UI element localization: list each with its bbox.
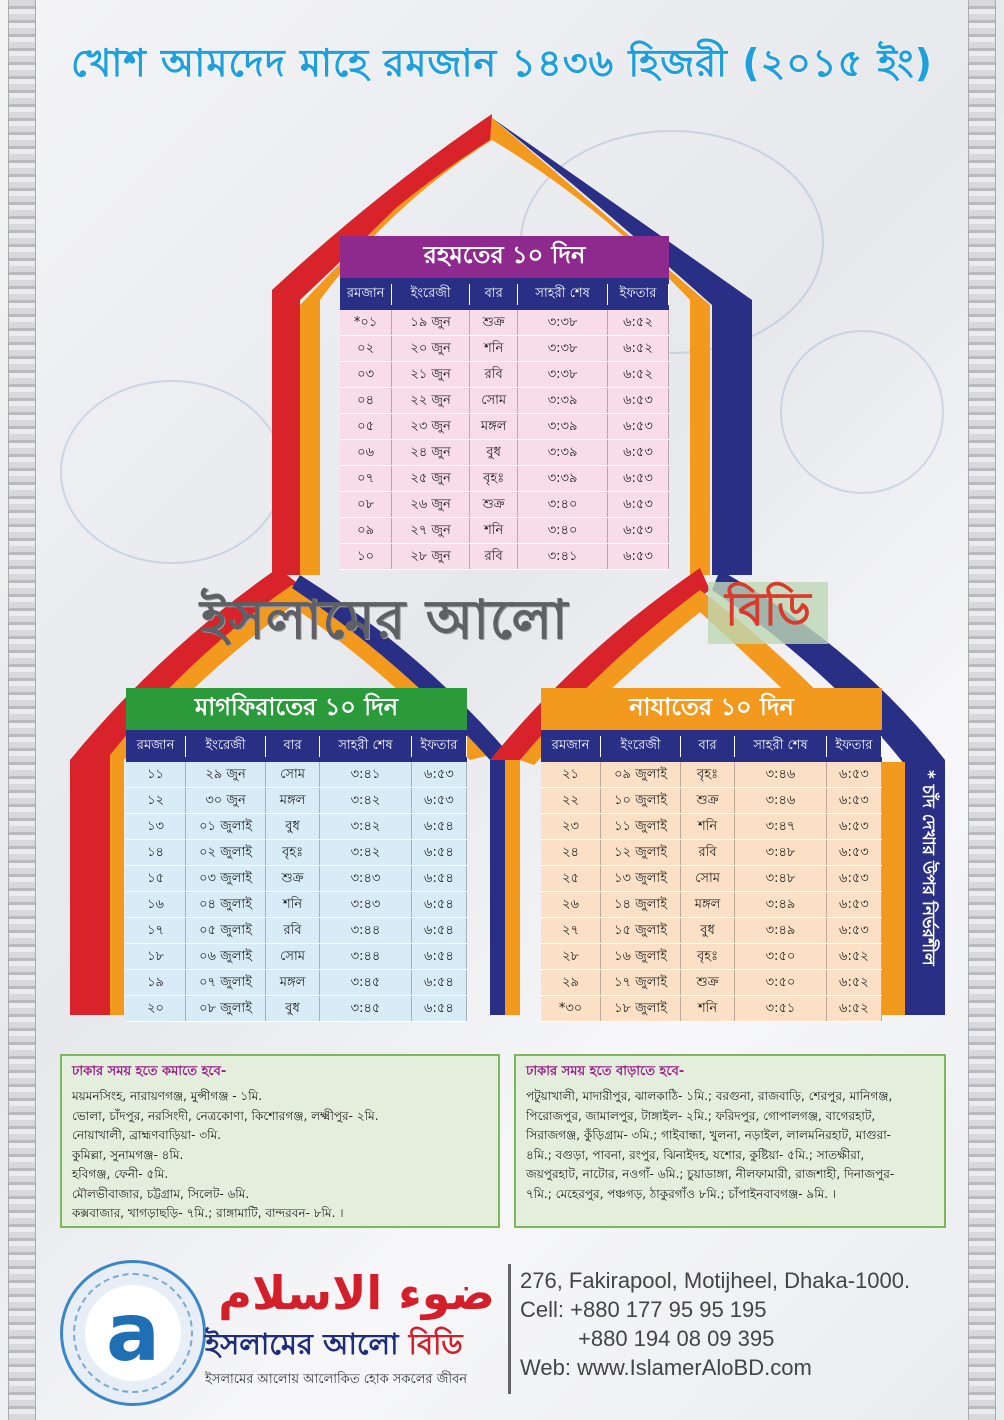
- cell-iftar: ৬:৫৪: [412, 866, 467, 891]
- note-line: হবিগঞ্জ, ফেনী- ৫মি.: [72, 1167, 169, 1181]
- cell-english-date: ১৫ জুলাই: [601, 918, 681, 943]
- cell-sehri: ৩:৪১: [320, 762, 412, 787]
- table-row: [340, 414, 669, 440]
- cell-iftar: ৬:৫৪: [412, 814, 467, 839]
- cell-day: রবি: [681, 840, 735, 865]
- najat-rows: [541, 762, 882, 1022]
- contact-divider: [508, 1264, 511, 1394]
- table-row: [340, 544, 669, 570]
- cell-ramadan: ০৭: [340, 466, 392, 491]
- cell-ramadan: ০২: [340, 336, 392, 361]
- cell-ramadan: ২১: [541, 762, 601, 787]
- cell-iftar: ৬:৫৩: [412, 788, 467, 813]
- cell-ramadan: ১৪: [126, 840, 186, 865]
- col-english: ইংরেজী: [392, 284, 470, 305]
- najat-title: নাযাতের ১০ দিন: [541, 688, 882, 730]
- cell-english-date: ১৭ জুলাই: [601, 970, 681, 995]
- cell-day: মঙ্গল: [470, 414, 518, 439]
- table-row: [541, 866, 882, 892]
- website-link[interactable]: Web: www.IslamerAloBD.com: [520, 1355, 812, 1380]
- cell-sehri: ৩:৪৪: [320, 944, 412, 969]
- cell-english-date: ০৫ জুলাই: [186, 918, 266, 943]
- cell-sehri: ৩:৪৮: [735, 840, 827, 865]
- cell-ramadan: ১৩: [126, 814, 186, 839]
- magfirat-table: [126, 688, 467, 1022]
- cell-day: শনি: [470, 518, 518, 543]
- cell-iftar: ৬:৫৪: [412, 892, 467, 917]
- subtract-heading: ঢাকার সময় হতে কমাতে হবে-: [72, 1064, 227, 1079]
- cell-english-date: ২৯ জুন: [186, 762, 266, 787]
- cell-sehri: ৩:৩৯: [518, 414, 608, 439]
- cell-english-date: ১৮ জুলাই: [601, 996, 681, 1021]
- subtract-time-box: [60, 1054, 500, 1228]
- cell-sehri: ৩:৪২: [320, 840, 412, 865]
- cell-ramadan: ১১: [126, 762, 186, 787]
- col-english: ইংরেজী: [186, 736, 266, 757]
- col-iftar: ইফতার: [412, 736, 467, 757]
- cell-ramadan: ২০: [126, 996, 186, 1021]
- cell-english-date: ১৩ জুলাই: [601, 866, 681, 891]
- cell-day: সোম: [681, 866, 735, 891]
- cell-english-date: ২৭ জুন: [392, 518, 470, 543]
- table-row: [340, 388, 669, 414]
- cell-english-date: ০১ জুলাই: [186, 814, 266, 839]
- col-sehri: সাহরী শেষ: [518, 284, 608, 305]
- cell-day: বৃহঃ: [681, 944, 735, 969]
- cell-line-1: [520, 1295, 960, 1324]
- cell-iftar: ৬:৫৩: [608, 414, 669, 439]
- brand-name: [205, 1322, 500, 1371]
- cell-ramadan: ০৬: [340, 440, 392, 465]
- cell-sehri: ৩:৩৯: [518, 388, 608, 413]
- watermark-box: বিডি: [708, 582, 828, 644]
- table-row: [541, 814, 882, 840]
- cell-english-date: ০৬ জুলাই: [186, 944, 266, 969]
- cell-iftar: ৬:৫৪: [412, 970, 467, 995]
- note-line: ৪মি.; বগুড়া, পাবনা, রংপুর, ঝিনাইদহ, যশোর, কুষ্টিয়া- ৫মি.; সাতক্ষীরা,: [526, 1147, 865, 1162]
- table-row: [340, 518, 669, 544]
- cell-day: শনি: [681, 996, 735, 1021]
- cell-sehri: ৩:৪৩: [320, 892, 412, 917]
- cell-english-date: ৩০ জুন: [186, 788, 266, 813]
- poster-title: খোশ আমদেদ মাহে রমজান ১৪৩৬ হিজরী (২০১৫ ইং): [70, 41, 934, 85]
- cell-ramadan: ১৮: [126, 944, 186, 969]
- note-line: সিরাজগঞ্জ, কুঁড়িগ্রাম- ৩মি.; গাইবান্ধা, খুলনা, নড়াইল, লালমনিরহাট, মাগুরা-: [526, 1128, 892, 1142]
- cell-day: রবি: [266, 918, 320, 943]
- brand-tagline: ইসলামের আলোয় আলোকিত হোক সকলের জীবন: [205, 1372, 468, 1387]
- note-line: ভোলা, চাঁদপুর, নরসিংদী, নেত্রকোণা, কিশোরগঞ্জ, লক্ষ্মীপুর- ২মি.: [72, 1108, 379, 1123]
- table-row: [126, 788, 467, 814]
- table-row: [340, 440, 669, 466]
- cell-ramadan: ১০: [340, 544, 392, 569]
- cell-ramadan: ১৫: [126, 866, 186, 891]
- table-row: [541, 892, 882, 918]
- col-ramadan: রমজান: [340, 284, 392, 305]
- cell-sehri: ৩:৪৬: [735, 762, 827, 787]
- cell-sehri: ৩:৩৮: [518, 310, 608, 335]
- cell-ramadan: ০৩: [340, 362, 392, 387]
- cell-ramadan: ২৪: [541, 840, 601, 865]
- cell-english-date: ২৩ জুন: [392, 414, 470, 439]
- cell-english-date: ১৪ জুলাই: [601, 892, 681, 917]
- cell-label: Cell:: [520, 1297, 565, 1322]
- table-row: [541, 840, 882, 866]
- cell-day: শনি: [470, 336, 518, 361]
- cell-iftar: ৬:৫২: [608, 362, 669, 387]
- table-row: [541, 918, 882, 944]
- cell-day: শুক্র: [681, 970, 735, 995]
- cell-ramadan: ০৫: [340, 414, 392, 439]
- cell-ramadan: ২৩: [541, 814, 601, 839]
- cell-iftar: ৬:৫৩: [827, 814, 882, 839]
- cell-sehri: ৩:৪১: [518, 544, 608, 569]
- cell-iftar: ৬:৫৩: [827, 892, 882, 917]
- cell-day: শনি: [266, 892, 320, 917]
- cell-ramadan: ২৭: [541, 918, 601, 943]
- table-row: [541, 762, 882, 788]
- cell-ramadan: ২২: [541, 788, 601, 813]
- cell-english-date: ১৯ জুন: [392, 310, 470, 335]
- cell-english-date: ০২ জুলাই: [186, 840, 266, 865]
- cell-iftar: ৬:৫২: [827, 996, 882, 1021]
- cell-number-1[interactable]: +880 177 95 95 195: [570, 1297, 767, 1322]
- col-sehri: সাহরী শেষ: [735, 736, 827, 757]
- cell-ramadan: ২৬: [541, 892, 601, 917]
- cell-sehri: ৩:৪২: [320, 788, 412, 813]
- cell-english-date: ১০ জুলাই: [601, 788, 681, 813]
- note-line: নোয়াখালী, ব্রাহ্মণবাড়িয়া- ৩মি.: [72, 1128, 222, 1142]
- cell-iftar: ৬:৫২: [827, 944, 882, 969]
- cell-ramadan: *৩০: [541, 996, 601, 1021]
- cell-day: বৃহঃ: [266, 840, 320, 865]
- cell-english-date: ২৫ জুন: [392, 466, 470, 491]
- cell-sehri: ৩:৩৮: [518, 362, 608, 387]
- cell-iftar: ৬:৫৩: [608, 544, 669, 569]
- note-line: ৭মি.; মেহেরপুর, পঞ্চগড়, ঠাকুরগাঁও ৮মি.; চাঁপাইনবাবগঞ্জ- ৯মি. ।: [526, 1186, 837, 1201]
- cell-day: বুধ: [470, 440, 518, 465]
- table-row: [340, 336, 669, 362]
- col-ramadan: রমজান: [126, 736, 186, 757]
- cell-day: মঙ্গল: [266, 970, 320, 995]
- table-row: [541, 970, 882, 996]
- cell-day: শুক্র: [470, 310, 518, 335]
- cell-day: বৃহঃ: [470, 466, 518, 491]
- cell-english-date: ০৩ জুলাই: [186, 866, 266, 891]
- watermark-text: ইসলামের আলো: [200, 588, 569, 651]
- logo-letter: a: [106, 1286, 160, 1379]
- cell-iftar: ৬:৫৩: [827, 788, 882, 813]
- cell-day: শনি: [681, 814, 735, 839]
- cell-day: শুক্র: [470, 492, 518, 517]
- cell-iftar: ৬:৫৪: [412, 996, 467, 1021]
- note-line: কুমিল্লা, সুনামগঞ্জ- ৪মি.: [72, 1147, 184, 1162]
- table-row: [340, 362, 669, 388]
- cell-day: সোম: [266, 762, 320, 787]
- cell-ramadan: ০৯: [340, 518, 392, 543]
- cell-iftar: ৬:৫৪: [412, 918, 467, 943]
- cell-sehri: ৩:৩৯: [518, 466, 608, 491]
- col-ramadan: রমজান: [541, 736, 601, 757]
- note-line: ময়মনসিংহ, নারায়ণগঞ্জ, মুন্সীগঞ্জ - ১মি.: [72, 1089, 263, 1103]
- note-line: পিরোজপুর, জামালপুর, টাঙ্গাইল- ২মি.; ফরিদপুর, গোপালগঞ্জ, বাগেরহাট,: [526, 1108, 876, 1123]
- contact-block: [520, 1266, 960, 1382]
- cell-day: বৃহঃ: [681, 762, 735, 787]
- magfirat-title: মাগফিরাতের ১০ দিন: [126, 688, 467, 730]
- cell-english-date: ২২ জুন: [392, 388, 470, 413]
- cell-day: বুধ: [266, 996, 320, 1021]
- cell-english-date: ২৮ জুন: [392, 544, 470, 569]
- table-row: [126, 892, 467, 918]
- cell-day: বুধ: [266, 814, 320, 839]
- col-day: বার: [266, 736, 320, 757]
- cell-sehri: ৩:৪২: [320, 814, 412, 839]
- table-row: [126, 840, 467, 866]
- cell-english-date: ১১ জুলাই: [601, 814, 681, 839]
- cell-iftar: ৬:৫৩: [412, 762, 467, 787]
- table-row: [126, 996, 467, 1022]
- cell-iftar: ৬:৫২: [608, 336, 669, 361]
- col-iftar: ইফতার: [827, 736, 882, 757]
- cell-iftar: ৬:৫৩: [827, 866, 882, 891]
- cell-ramadan: ০৪: [340, 388, 392, 413]
- cell-iftar: ৬:৫৩: [608, 518, 669, 543]
- rahmat-rows: [340, 310, 669, 570]
- cell-sehri: ৩:৩৮: [518, 336, 608, 361]
- cell-sehri: ৩:৪৩: [320, 866, 412, 891]
- cell-english-date: ০৯ জুলাই: [601, 762, 681, 787]
- magfirat-rows: [126, 762, 467, 1022]
- table-row: [126, 970, 467, 996]
- table-row: [126, 944, 467, 970]
- cell-day: সোম: [470, 388, 518, 413]
- table-row: [541, 996, 882, 1022]
- cell-ramadan: *০১: [340, 310, 392, 335]
- cell-iftar: ৬:৫৪: [412, 840, 467, 865]
- cell-day: শুক্র: [681, 788, 735, 813]
- cell-ramadan: ১৭: [126, 918, 186, 943]
- cell-sehri: ৩:৪৯: [735, 892, 827, 917]
- cell-sehri: ৩:৫০: [735, 944, 827, 969]
- cell-iftar: ৬:৫৩: [608, 388, 669, 413]
- cell-ramadan: ০৮: [340, 492, 392, 517]
- cell-iftar: ৬:৫৩: [608, 492, 669, 517]
- cell-ramadan: ২৮: [541, 944, 601, 969]
- address: 276, Fakirapool, Motijheel, Dhaka-1000.: [520, 1268, 911, 1293]
- add-heading: ঢাকার সময় হতে বাড়াতে হবে-: [526, 1064, 685, 1079]
- table-row: [541, 944, 882, 970]
- brand-name-suffix: বিডি: [408, 1327, 463, 1361]
- cell-english-date: ২০ জুন: [392, 336, 470, 361]
- cell-sehri: ৩:৪৫: [320, 996, 412, 1021]
- arabic-brand-name: ضوء الاسلام: [218, 1266, 495, 1320]
- table-row: [340, 310, 669, 336]
- cell-english-date: ২১ জুন: [392, 362, 470, 387]
- cell-english-date: ০৭ জুলাই: [186, 970, 266, 995]
- col-day: বার: [681, 736, 735, 757]
- cell-iftar: ৬:৫৩: [827, 840, 882, 865]
- cell-day: মঙ্গল: [266, 788, 320, 813]
- cell-ramadan: ১২: [126, 788, 186, 813]
- cell-english-date: ১৬ জুলাই: [601, 944, 681, 969]
- cell-iftar: ৬:৫৪: [412, 944, 467, 969]
- col-english: ইংরেজী: [601, 736, 681, 757]
- table-row: [340, 492, 669, 518]
- magfirat-header-row: [126, 730, 467, 762]
- cell-iftar: ৬:৫৩: [608, 440, 669, 465]
- cell-english-date: ০৪ জুলাই: [186, 892, 266, 917]
- cell-sehri: ৩:৪০: [518, 492, 608, 517]
- note-line: জয়পুরহাট, নাটোর, নওগাঁ- ৬মি.; চুয়াডাঙ্গা, নীলফামারী, রাজশাহী, দিনাজপুর-: [526, 1167, 895, 1181]
- cell-iftar: ৬:৫২: [608, 310, 669, 335]
- cell-sehri: ৩:৪৪: [320, 918, 412, 943]
- cell-day: রবি: [470, 544, 518, 569]
- moon-sighting-note: * চাঁদ দেখার উপর নির্ভরশীল: [918, 770, 938, 966]
- cell-ramadan: ১৯: [126, 970, 186, 995]
- rahmat-table: [340, 236, 669, 570]
- add-time-box: [514, 1054, 946, 1228]
- cell-day: রবি: [470, 362, 518, 387]
- najat-header-row: [541, 730, 882, 762]
- cell-day: মঙ্গল: [681, 892, 735, 917]
- col-iftar: ইফতার: [608, 284, 669, 305]
- cell-sehri: ৩:৪৬: [735, 788, 827, 813]
- cell-english-date: ২৬ জুন: [392, 492, 470, 517]
- cell-sehri: ৩:৪৫: [320, 970, 412, 995]
- cell-iftar: ৬:৫৩: [827, 918, 882, 943]
- cell-english-date: ১২ জুলাই: [601, 840, 681, 865]
- rahmat-header-row: [340, 278, 669, 310]
- brand-name-main: ইসলামের আলো: [205, 1327, 399, 1361]
- cell-english-date: ২৪ জুন: [392, 440, 470, 465]
- table-row: [126, 762, 467, 788]
- cell-day: শুক্র: [266, 866, 320, 891]
- cell-iftar: ৬:৫৩: [827, 762, 882, 787]
- cell-day: সোম: [266, 944, 320, 969]
- note-line: মৌলভীবাজার, চট্টগ্রাম, সিলেট- ৬মি.: [72, 1186, 250, 1201]
- table-row: [541, 788, 882, 814]
- cell-sehri: ৩:৪৭: [735, 814, 827, 839]
- cell-sehri: ৩:৪৮: [735, 866, 827, 891]
- note-line: কক্সবাজার, খাগড়াছড়ি- ৭মি.; রাঙ্গামাটি, বান্দরবন- ৮মি. ।: [72, 1206, 344, 1220]
- col-day: বার: [470, 284, 518, 305]
- table-row: [340, 466, 669, 492]
- cell-english-date: ০৮ জুলাই: [186, 996, 266, 1021]
- brand-logo: [60, 1260, 206, 1406]
- add-lines: [526, 1087, 934, 1204]
- cell-sehri: ৩:৪৯: [735, 918, 827, 943]
- najat-table: [541, 688, 882, 1022]
- table-row: [126, 866, 467, 892]
- cell-sehri: ৩:৩৯: [518, 440, 608, 465]
- cell-sehri: ৩:৪০: [518, 518, 608, 543]
- note-line: পটুয়াখালী, মাদারীপুর, ঝালকাঠি- ১মি.; বরগুনা, রাজবাড়ি, শেরপুর, মানিগঞ্জ,: [526, 1089, 893, 1103]
- cell-ramadan: ২৯: [541, 970, 601, 995]
- subtract-lines: [72, 1087, 488, 1224]
- cell-ramadan: ১৬: [126, 892, 186, 917]
- cell-iftar: ৬:৫৩: [608, 466, 669, 491]
- cell-iftar: ৬:৫২: [827, 970, 882, 995]
- table-row: [126, 814, 467, 840]
- col-sehri: সাহরী শেষ: [320, 736, 412, 757]
- cell-day: বুধ: [681, 918, 735, 943]
- cell-sehri: ৩:৫১: [735, 996, 827, 1021]
- cell-ramadan: ২৫: [541, 866, 601, 891]
- rahmat-title: রহমতের ১০ দিন: [340, 236, 669, 278]
- cell-number-2[interactable]: +880 194 08 09 395: [578, 1326, 775, 1351]
- table-row: [126, 918, 467, 944]
- cell-sehri: ৩:৫০: [735, 970, 827, 995]
